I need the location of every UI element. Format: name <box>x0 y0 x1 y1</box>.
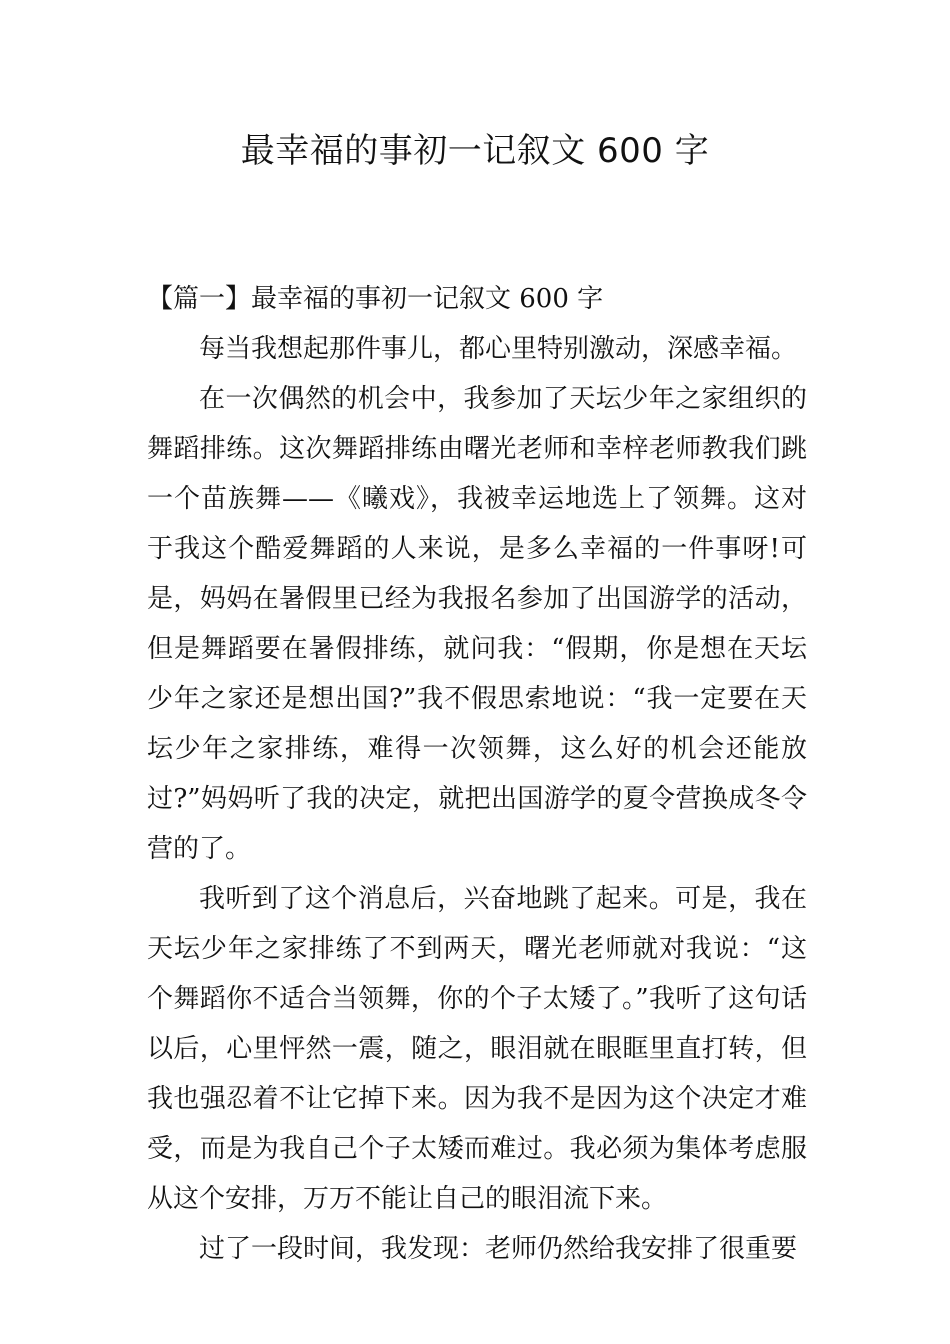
document-body <box>147 274 807 1274</box>
paragraph-2: 在一次偶然的机会中，我参加了天坛少年之家组织的舞蹈排练。这次舞蹈排练由曙光老师和幸梓老师教我们跳一个苗族舞——《曦戏》，我被幸运地选上了领舞。这对于我这个酷爱舞蹈的人来说，是多么幸福的一件事呀!可是，妈妈在暑假里已经为我报名参加了出国游学的活动，但是舞蹈要在暑假排练，就问我：“假期，你是想在天坛少年之家还是想出国?”我不假思索地说：“我一定要在天坛少年之家排练，难得一次领舞，这么好的机会还能放过?”妈妈听了我的决定，就把出国游学的夏令营换成冬令营的了。 <box>147 384 807 864</box>
section-heading: 【篇一】最幸福的事初一记叙文 600 字 <box>147 284 604 314</box>
paragraph-1: 每当我想起那件事儿，都心里特别激动，深感幸福。 <box>199 334 798 364</box>
paragraph-3: 我听到了这个消息后，兴奋地跳了起来。可是，我在天坛少年之家排练了不到两天，曙光老师就对我说：“这个舞蹈你不适合当领舞，你的个子太矮了。”我听了这句话以后，心里怦然一震，随之，眼泪就在眼眶里直打转，但我也强忍着不让它掉下来。因为我不是因为这个决定才难受，而是为我自己个子太矮而难过。我必须为集体考虑服从这个安排，万万不能让自己的眼泪流下来。 <box>147 884 807 1214</box>
paragraph-4: 过了一段时间，我发现：老师仍然给我安排了很重要 <box>199 1234 798 1264</box>
document-title: 最幸福的事初一记叙文 600 字 <box>240 131 710 171</box>
